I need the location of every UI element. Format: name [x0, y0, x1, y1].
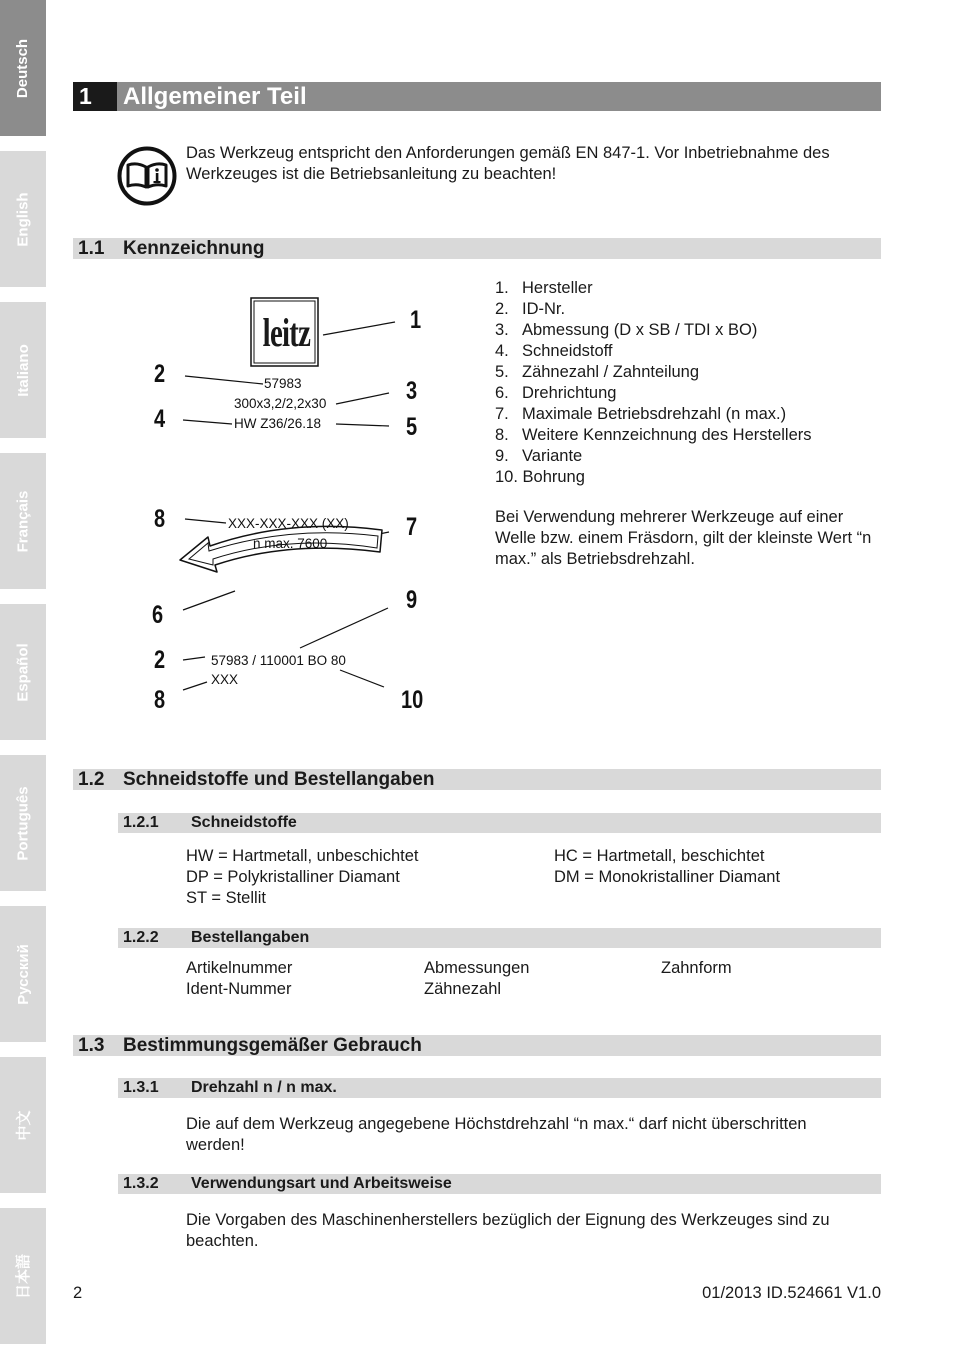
tab-japanese[interactable]: 日本語	[0, 1208, 46, 1344]
read-manual-icon	[117, 146, 177, 206]
speed-warning: Die auf dem Werkzeug angegebene Höchstdrehzahl “n max.“ darf nicht überschritten werden!	[186, 1115, 807, 1154]
list-item: 10. Bohrung	[495, 468, 585, 486]
section-1-title: Allgemeiner Teil	[123, 83, 307, 110]
order-col-3: Zahnform	[661, 959, 732, 977]
label-variant: 57983 / 110001 BO 80	[211, 653, 346, 668]
callout-9: 9	[406, 586, 418, 614]
materials-left: HW = Hartmetall, unbeschichtet DP = Polykristalliner Diamant ST = Stellit	[186, 847, 419, 907]
label-extra: XXX-XXX-XXX (XX)	[228, 516, 349, 531]
list-item: 1. Hersteller	[495, 279, 593, 297]
callout-2b: 2	[154, 646, 166, 674]
tab-chinese[interactable]: 中文	[0, 1057, 46, 1193]
callout-2: 2	[154, 360, 166, 388]
label-nmax: n max. 7600	[253, 536, 328, 551]
section-1-heading	[73, 82, 881, 111]
list-item: 9. Variante	[495, 447, 583, 465]
tab-italiano[interactable]: Italiano	[0, 302, 46, 438]
section-1-2-heading: 1.2 Schneidstoffe und Bestellangaben	[73, 769, 881, 790]
document-id: 01/2013 ID.524661 V1.0	[702, 1284, 881, 1302]
marking-list	[495, 278, 875, 488]
callout-3: 3	[406, 377, 418, 405]
page-number: 2	[73, 1284, 83, 1302]
section-1-2-1-heading: 1.2.1 Schneidstoffe	[118, 813, 881, 833]
section-1-2-2-heading: 1.2.2 Bestellangaben	[118, 928, 881, 948]
marking-figure	[140, 280, 440, 720]
callout-7: 7	[406, 513, 418, 541]
callout-6: 6	[152, 601, 164, 629]
list-item: 4. Schneidstoff	[495, 342, 613, 360]
list-item: 3. Abmessung (D x SB / TDI x BO)	[495, 321, 758, 339]
tab-espanol[interactable]: Español	[0, 604, 46, 740]
callout-8: 8	[154, 505, 166, 533]
order-col-2: Abmessungen Zähnezahl	[424, 959, 530, 998]
tab-portugues[interactable]: Português	[0, 755, 46, 891]
section-1-3-heading: 1.3 Bestimmungsgemäßer Gebrauch	[73, 1035, 881, 1056]
label-dimension: 300x3,2/2,2x30	[234, 396, 327, 411]
tab-deutsch[interactable]: Deutsch	[0, 0, 46, 136]
list-item: 2. ID-Nr.	[495, 300, 566, 318]
callout-4: 4	[154, 405, 166, 433]
usage-text: Die Vorgaben des Maschinenherstellers bezüglich der Eignung des Werkzeuges sind zu beachten.	[186, 1211, 830, 1250]
callout-5: 5	[406, 413, 418, 441]
section-1-number: 1	[73, 82, 117, 111]
section-1-3-1-heading: 1.3.1 Drehzahl n / n max.	[118, 1078, 881, 1098]
list-item: 8. Weitere Kennzeichnung des Herstellers	[495, 426, 812, 444]
callout-8b: 8	[154, 686, 166, 714]
list-item: 5. Zähnezahl / Zahnteilung	[495, 363, 700, 381]
conformity-notice: Das Werkzeug entspricht den Anforderungen gemäß EN 847-1. Vor Inbetriebnahme des Werkzeuges ist die Betriebsanleitung zu beachten!	[186, 144, 830, 183]
leitz-logo: leitz	[262, 310, 311, 355]
materials-right: HC = Hartmetall, beschichtet DM = Monokristalliner Diamant	[554, 847, 781, 886]
tab-russian[interactable]: Русский	[0, 906, 46, 1042]
list-item: 6. Drehrichtung	[495, 384, 617, 402]
tab-english[interactable]: English	[0, 151, 46, 287]
section-1-3-2-heading: 1.3.2 Verwendungsart und Arbeitsweise	[118, 1174, 881, 1194]
callout-1: 1	[410, 306, 422, 334]
label-extra-line: XXX	[211, 672, 239, 687]
callout-10: 10	[401, 686, 424, 714]
tab-francais[interactable]: Français	[0, 453, 46, 589]
label-id: 57983	[264, 376, 302, 391]
operating-speed-note: Bei Verwendung mehrerer Werkzeuge auf einer Welle bzw. einem Fräsdorn, gilt der kleinste Wert “n max.” als Betriebsdrehzahl.	[495, 508, 872, 568]
list-item: 7. Maximale Betriebsdrehzahl (n max.)	[495, 405, 787, 423]
label-material: HW Z36/26.18	[234, 416, 322, 431]
section-1-1-heading: 1.1 Kennzeichnung	[73, 238, 881, 259]
order-col-1: Artikelnummer Ident-Nummer	[186, 959, 293, 998]
